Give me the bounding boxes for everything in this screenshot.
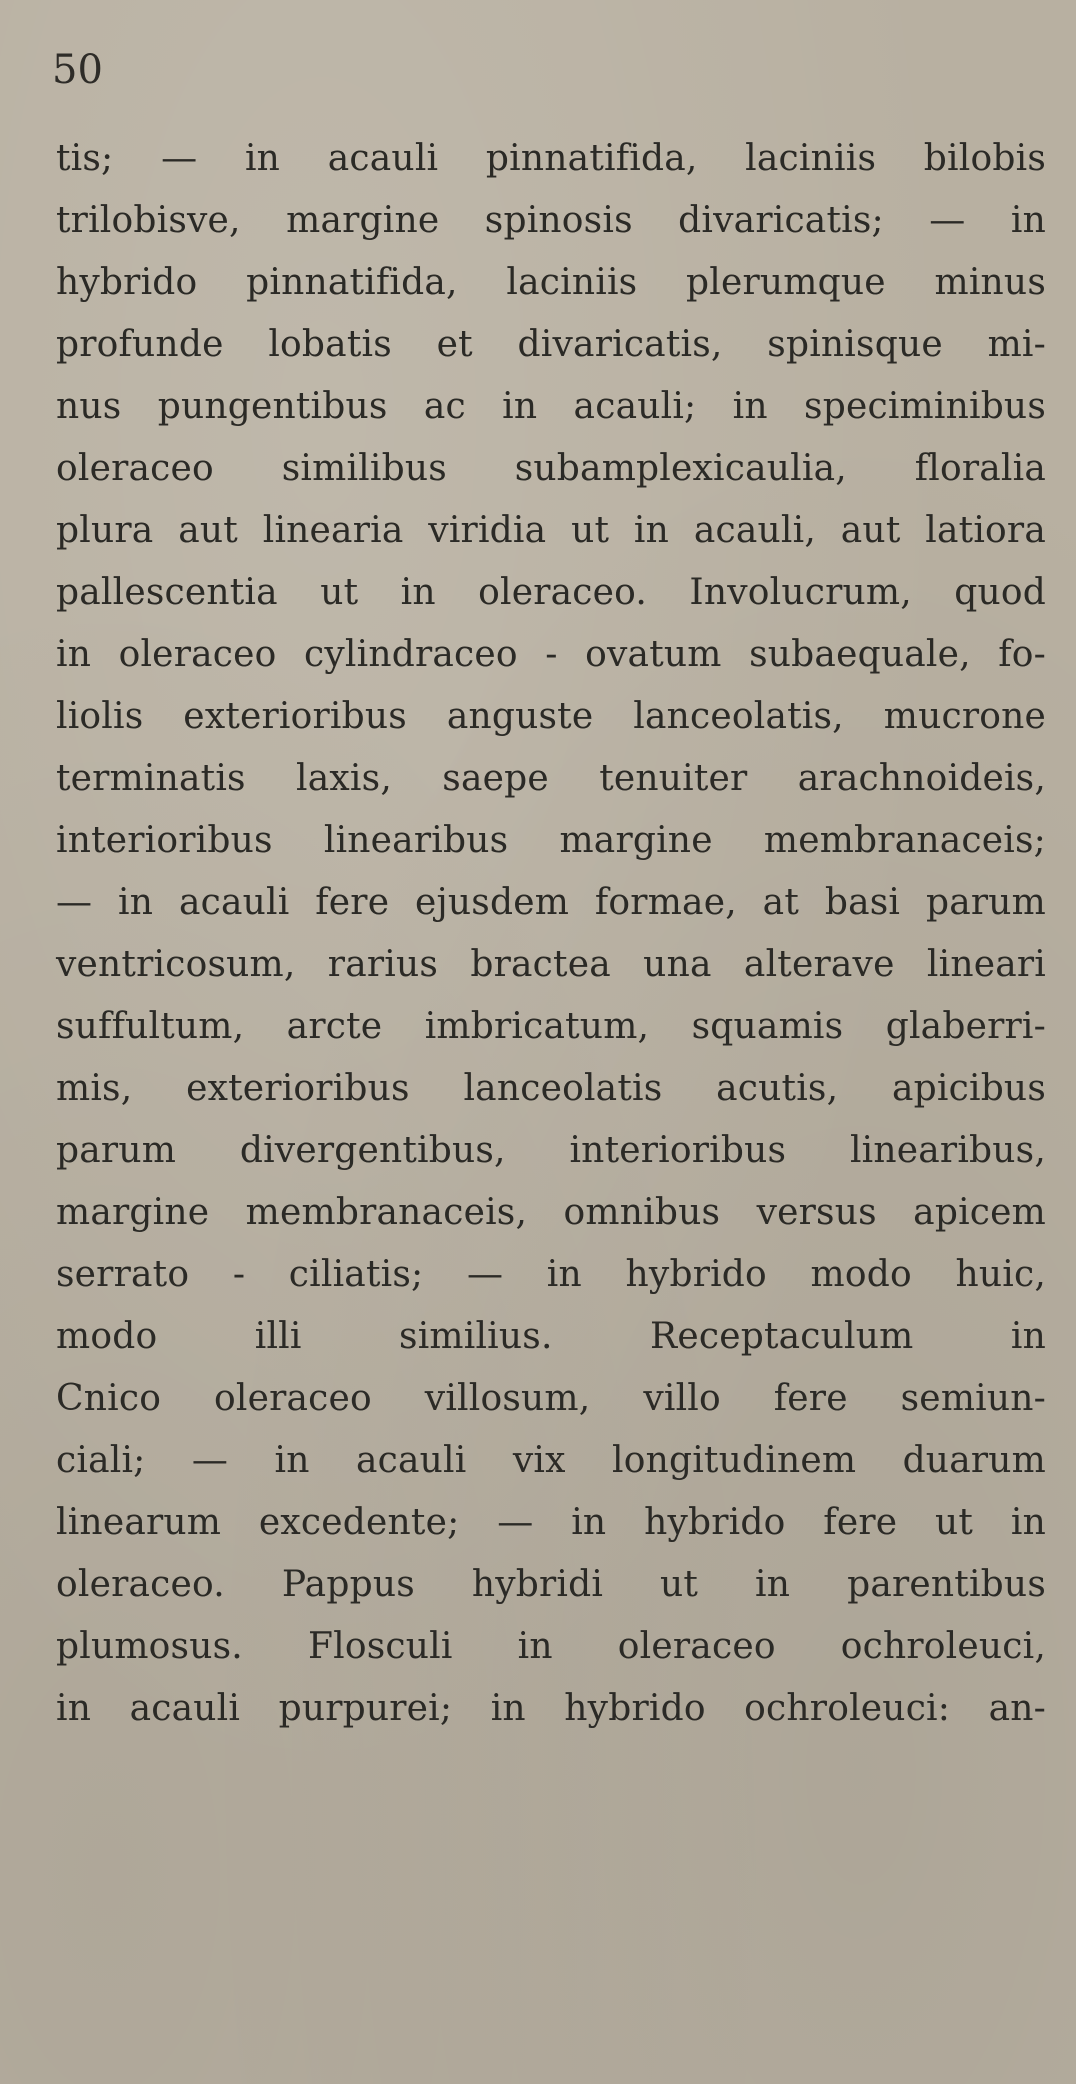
text-line-21: Cnico oleraceo villosum, villo fere semiun- [56, 1378, 1046, 1419]
text-line-6: oleraceo similibus subamplexicaulia, floralia [56, 448, 1046, 489]
text-line-20: modo illi similius. Receptaculum in [56, 1316, 1046, 1357]
text-line-22: ciali; — in acauli vix longitudinem duarum [56, 1440, 1046, 1481]
text-line-9: in oleraceo cylindraceo - ovatum subaequale, fo- [56, 634, 1046, 675]
text-line-18: margine membranaceis, omnibus versus apicem [56, 1192, 1046, 1233]
text-line-24: oleraceo. Pappus hybridi ut in parentibus [56, 1564, 1046, 1605]
text-line-4: profunde lobatis et divaricatis, spinisque mi- [56, 324, 1046, 365]
body-text [56, 128, 1046, 1740]
text-line-14: ventricosum, rarius bractea una alterave lineari [56, 944, 1046, 985]
text-line-16: mis, exterioribus lanceolatis acutis, apicibus [56, 1068, 1046, 1109]
text-line-11: terminatis laxis, saepe tenuiter arachnoideis, [56, 758, 1046, 799]
text-line-12: interioribus linearibus margine membranaceis; [56, 820, 1046, 861]
text-line-3: hybrido pinnatifida, laciniis plerumque minus [56, 262, 1046, 303]
text-line-7: plura aut linearia viridia ut in acauli, aut latiora [56, 510, 1046, 551]
page-number: 50 [52, 47, 103, 93]
text-line-25: plumosus. Flosculi in oleraceo ochroleuci, [56, 1626, 1046, 1667]
text-line-2: trilobisve, margine spinosis divaricatis; — in [56, 200, 1046, 241]
text-line-13: — in acauli fere ejusdem formae, at basi parum [56, 882, 1046, 923]
text-line-1: tis; — in acauli pinnatifida, laciniis bilobis [56, 138, 1046, 179]
text-line-17: parum divergentibus, interioribus linearibus, [56, 1130, 1046, 1171]
text-line-23: linearum excedente; — in hybrido fere ut in [56, 1502, 1046, 1543]
text-line-8: pallescentia ut in oleraceo. Involucrum, quod [56, 572, 1046, 613]
text-line-5: nus pungentibus ac in acauli; in speciminibus [56, 386, 1046, 427]
text-line-15: suffultum, arcte imbricatum, squamis glaberri- [56, 1006, 1046, 1047]
text-line-19: serrato - ciliatis; — in hybrido modo huic, [56, 1254, 1046, 1295]
text-line-26: in acauli purpurei; in hybrido ochroleuci: an- [56, 1688, 1046, 1729]
text-line-10: liolis exterioribus anguste lanceolatis, mucrone [56, 696, 1046, 737]
